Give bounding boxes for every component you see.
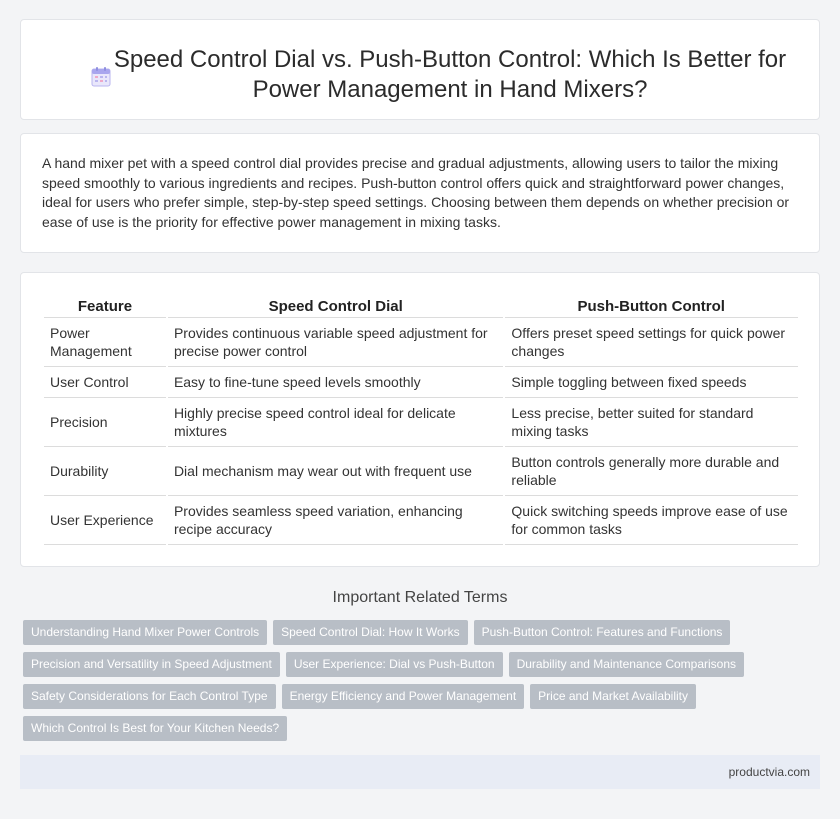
tag-row [23,684,823,716]
row-button: Button controls generally more durable and reliable [504,447,798,496]
related-tag[interactable]: Precision and Versatility in Speed Adjustment [23,652,280,677]
row-dial: Provides continuous variable speed adjustment for precise power control [167,318,504,367]
tag-row [23,716,823,748]
related-tag[interactable]: User Experience: Dial vs Push-Button [286,652,503,677]
row-button: Simple toggling between fixed speeds [504,367,798,398]
row-feature: User Experience [43,496,167,545]
table-row [43,398,798,447]
related-tag[interactable]: Price and Market Availability [530,684,696,709]
related-tag[interactable]: Energy Efficiency and Power Management [282,684,525,709]
comparison-table [42,295,798,545]
title-card [20,19,820,120]
row-dial: Highly precise speed control ideal for delicate mixtures [167,398,504,447]
row-button: Quick switching speeds improve ease of use for common tasks [504,496,798,545]
related-tag[interactable]: Durability and Maintenance Comparisons [509,652,744,677]
row-feature: Precision [43,398,167,447]
header-feature: Feature [43,295,167,318]
related-tags [23,620,823,748]
row-feature: Power Management [43,318,167,367]
row-feature: Durability [43,447,167,496]
table-row [43,318,798,367]
tag-row [23,652,823,684]
related-tag[interactable]: Speed Control Dial: How It Works [273,620,468,645]
related-tag[interactable]: Safety Considerations for Each Control Type [23,684,276,709]
table-row [43,367,798,398]
related-terms-heading: Important Related Terms [332,589,508,606]
page-title: Speed Control Dial vs. Push-Button Control: Which Is Better for Power Management in Hand Mixers? [113,46,787,103]
row-dial: Easy to fine-tune speed levels smoothly [167,367,504,398]
table-row [43,496,798,545]
comparison-card [20,272,820,567]
footer-site-link[interactable]: productvia.com [728,765,810,779]
related-tag[interactable]: Which Control Is Best for Your Kitchen Needs? [23,716,287,741]
tag-row [23,620,823,652]
intro-paragraph: A hand mixer pet with a speed control dial provides precise and gradual adjustments, allowing users to tailor the mixing speed smoothly to various ingredients and recipes. Push-button control offers quick and straightforward power changes, ideal for users who prefer simple, step-by-step speed settings. Choosing between them depends on whether precision or ease of use is the priority for effective power management in mixing tasks. [42,155,790,230]
related-tag[interactable]: Push-Button Control: Features and Functions [474,620,731,645]
row-button: Less precise, better suited for standard mixing tasks [504,398,798,447]
table-header-row [43,295,798,318]
intro-card [20,133,820,253]
row-dial: Provides seamless speed variation, enhancing recipe accuracy [167,496,504,545]
row-dial: Dial mechanism may wear out with frequent use [167,447,504,496]
header-speed-dial: Speed Control Dial [167,295,504,318]
header-push-button: Push-Button Control [504,295,798,318]
row-feature: User Control [43,367,167,398]
table-row [43,447,798,496]
footer [20,755,820,789]
row-button: Offers preset speed settings for quick power changes [504,318,798,367]
related-tag[interactable]: Understanding Hand Mixer Power Controls [23,620,267,645]
